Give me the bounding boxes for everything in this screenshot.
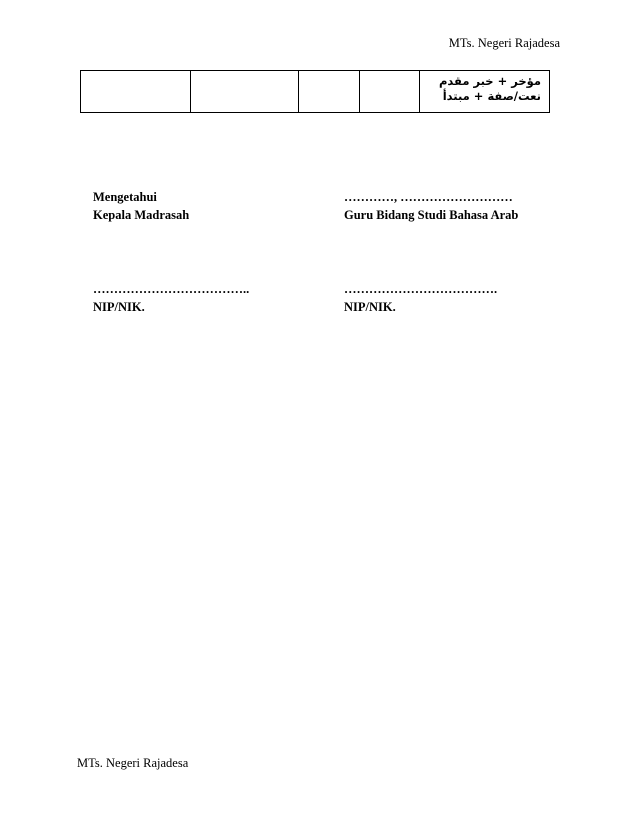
acknowledge-label: Mengetahui: [93, 190, 157, 204]
nip-right: NIP/NIK.: [344, 300, 396, 314]
grammar-table: [80, 70, 550, 113]
principal-title: Kepala Madrasah: [93, 208, 190, 222]
arabic-line-1: مؤخر + خبر مقدم: [438, 74, 541, 88]
table-cell-3: [299, 71, 360, 113]
nip-left: NIP/NIK.: [93, 300, 145, 314]
page-footer: MTs. Negeri Rajadesa: [77, 756, 189, 770]
table-cell-arabic: [420, 71, 550, 113]
table-cell-1: [81, 71, 191, 113]
table-cell-2: [191, 71, 299, 113]
signature-line-left: ………………………………..: [93, 282, 250, 296]
table-cell-4: [360, 71, 420, 113]
arabic-line-2: نعت/صفة + مبتدأ: [442, 89, 541, 103]
page-header: MTs. Negeri Rajadesa: [448, 36, 560, 50]
signature-line-right: ……………………………….: [344, 282, 498, 296]
signature-right-bottom: [344, 280, 497, 316]
signature-left-top: [93, 188, 189, 224]
table-row: [81, 71, 550, 113]
signature-left-bottom: [93, 280, 249, 316]
teacher-title: Guru Bidang Studi Bahasa Arab: [344, 208, 519, 222]
signature-right-top: [344, 188, 518, 224]
place-date: …………, ………………………: [344, 190, 513, 204]
